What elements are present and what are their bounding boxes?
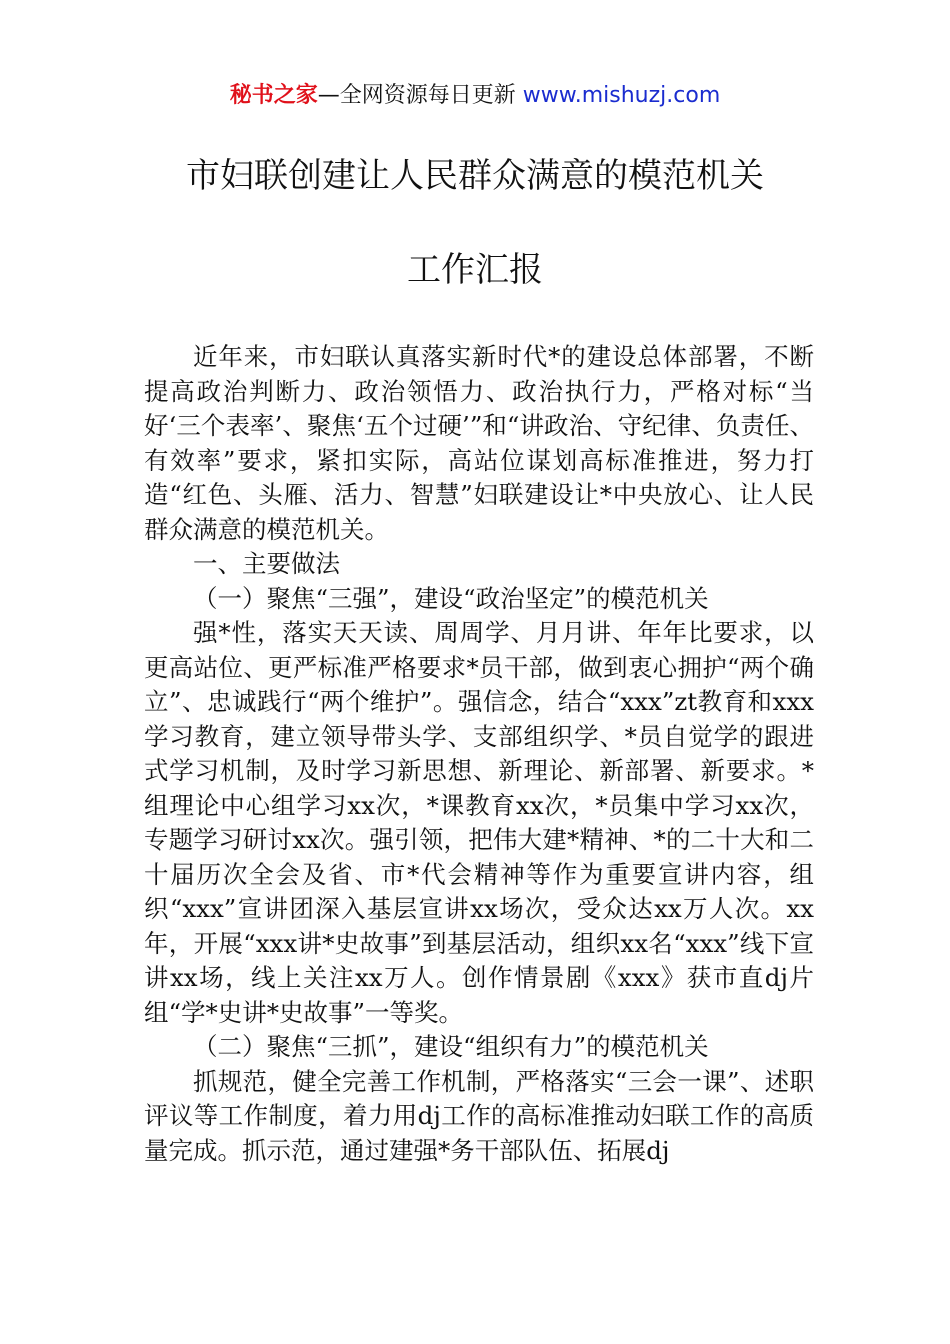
site-brand: 秘书之家 bbox=[229, 83, 318, 108]
subsection-heading-1: （一）聚焦“三强”，建设“政治坚定”的模范机关 bbox=[193, 583, 709, 613]
section-heading-main-practices: 一、主要做法 bbox=[193, 549, 340, 578]
intro-paragraph: 近年来，市妇联认真落实新时代*的建设总体部署，不断提高政治判断力、政治领悟力、政治执行力，严格对标“当好‘三个表率’、聚焦‘五个过硬’”和“讲政治、守纪律、负责任、有效率”要求，紧扣实际，高站位谋划高标准推进，努力打造“红色、头雁、活力、智慧”妇联建设让*中央放心、让人民群众满意的模范机关。 bbox=[144, 342, 814, 544]
document-title-line-1: 市妇联创建让人民群众满意的模范机关 bbox=[186, 156, 764, 196]
document-title-line-2: 工作汇报 bbox=[407, 250, 543, 290]
subsection-heading-2: （二）聚焦“三抓”，建设“组织有力”的模范机关 bbox=[193, 1032, 709, 1061]
site-tagline: —全网资源每日更新 bbox=[317, 83, 523, 108]
document-body bbox=[144, 340, 814, 1168]
body-paragraph-2: 抓规范，健全完善工作机制，严格落实“三会一课”、述职评议等工作制度，着力用dj工作的高标准推动妇联工作的高质量完成。抓示范，通过建强*务干部队伍、拓展dj bbox=[144, 1066, 814, 1165]
body-paragraph-1: 强*性，落实天天读、周周学、月月讲、年年比要求，以更高站位、更严标准严格要求*员干部，做到衷心拥护“两个确立”、忠诚践行“两个维护”。强信念，结合“xxx”zt教育和xxx学习教育，建立领导带头学、支部组织学、*员自觉学的跟进式学习机制，及时学习新思想、新理论、新部署、新要求。*组理论中心组学习xx次，*课教育xx次，*员集中学习xx次，专题学习研讨xx次。强引领，把伟大建*精神、*的二十大和二十届历次全会及省、市*代会精神等作为重要宣讲内容，组织“xxx”宣讲团深入基层宣讲xx场次，受众达xx万人次。xx年，开展“xxx讲*史故事”到基层活动，组织xx名“xxx”线下宣讲xx场，线上关注xx万人。创作情景剧《xxx》获市直dj片组“学*史讲*史故事”一等奖。 bbox=[144, 618, 814, 1027]
site-header bbox=[0, 80, 950, 112]
site-url-link[interactable]: www.mishuzj.com bbox=[522, 83, 721, 108]
